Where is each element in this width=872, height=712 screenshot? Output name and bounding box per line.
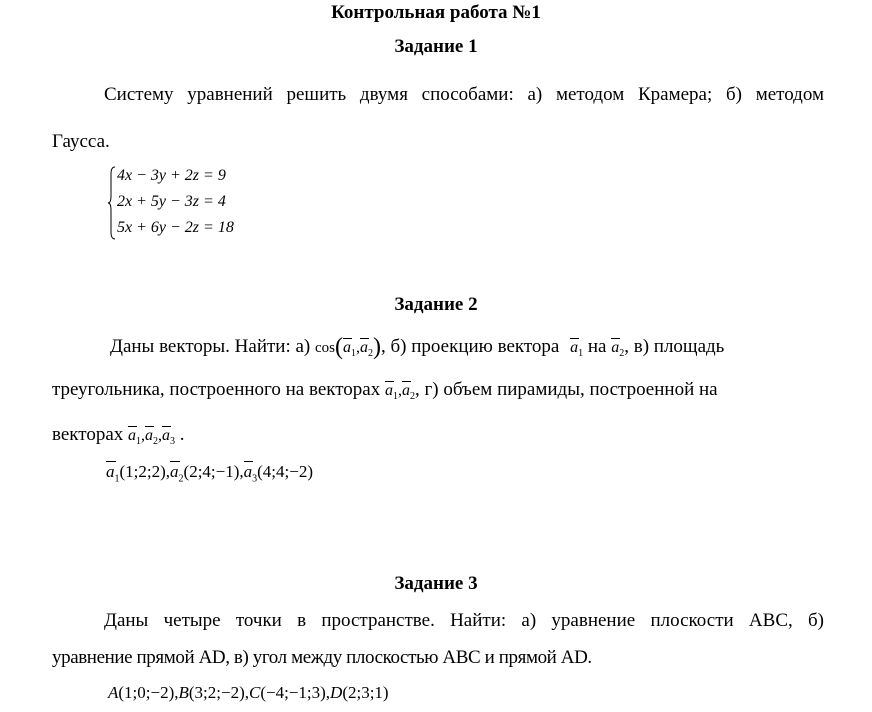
equation-1: 4x − 3y + 2z = 9	[117, 167, 226, 184]
task3-text-line1: Даны четыре точки в пространстве. Найти: а) уравнение плоскости ABC, б)	[104, 610, 824, 631]
task2-line1-c: на	[587, 336, 607, 357]
system-brace-icon	[108, 166, 116, 240]
task2-line2-a: треугольника, построенного на векторах	[52, 379, 381, 400]
task2-line1-a: Даны векторы. Найти: а)	[110, 336, 311, 357]
point-a-coords: (1;0;−2)	[118, 683, 175, 702]
vector-a1-def: $a_1$	[106, 462, 120, 485]
task2-line2-b: , г) объем пирамиды, построенной на	[414, 379, 718, 400]
vector-a1: $a_1$	[343, 339, 357, 360]
vector-a2-def: $a_2$	[170, 462, 184, 485]
point-a-name: A	[108, 683, 119, 702]
vector-a2-tri: $a_2$	[401, 382, 415, 403]
point-d-name: D	[330, 683, 343, 702]
vector-a2: $a_2$	[360, 339, 374, 360]
equation-3: 5x + 6y − 2z = 18	[117, 219, 234, 236]
vector-a2-proj: $a_2$	[611, 339, 625, 360]
task2-line2: треугольника, построенного на векторах $a_1,a_2$, г) объем пирамиды, построенной на	[52, 379, 718, 403]
task2-line3-a: векторах	[52, 424, 124, 445]
cos-function: cos	[315, 340, 336, 356]
task1-heading: Задание 1	[394, 36, 478, 57]
point-c-coords: (−4;−1;3)	[260, 683, 326, 702]
task2-line1-b: , б) проекцию вектора	[381, 336, 560, 357]
paren-close: )	[373, 334, 382, 360]
vector-a1-coords: (1;2;2)	[119, 462, 166, 481]
equation-2: 2x + 5y − 3z = 4	[117, 193, 226, 210]
vector-a1-pyr: $a_1$	[128, 427, 142, 448]
task2-heading: Задание 2	[394, 294, 478, 315]
vector-a1-tri: $a_1$	[384, 382, 398, 403]
task3-points-data: A(1;0;−2),B(3;2;−2),C(−4;−1;3),D(2;3;1)	[108, 683, 389, 702]
task2-line1: Даны векторы. Найти: а) $\cos(a_1,a_2)$, б) проекцию вектора $a_1$ на $a_2$, в) площадь	[110, 334, 725, 360]
point-b-name: B	[178, 683, 189, 702]
task3-heading: Задание 3	[394, 573, 478, 594]
task2-line3: векторах $a_1,a_2,a_3$ .	[52, 424, 185, 448]
task3-text-line2: уравнение прямой AD, в) угол между плоскостью ABC и прямой AD.	[52, 647, 592, 668]
vector-a3-def: $a_3$	[243, 462, 258, 485]
vector-a3-coords: (4;4;−2)	[257, 462, 313, 481]
vector-a2-coords: (2;4;−1)	[183, 462, 240, 481]
task2-line3-b: .	[179, 424, 185, 445]
point-c-name: C	[249, 683, 261, 702]
task2-vectors-data: $a_1(1;2;2),a_2(2;4;-1),a_3(4;4;-2)$	[106, 462, 313, 485]
task2-line1-d: , в) площадь	[624, 336, 725, 357]
vector-a3-pyr: $a_3$	[162, 427, 176, 448]
paren-open: (	[335, 334, 344, 360]
task1-text-line1: Систему уравнений решить двумя способами: а) методом Крамера; б) методом	[104, 84, 824, 105]
vector-a2-pyr: $a_2$	[145, 427, 159, 448]
point-b-coords: (3;2;−2)	[188, 683, 245, 702]
task1-text-line2: Гаусса.	[52, 131, 110, 152]
document-title: Контрольная работа №1	[331, 2, 541, 23]
point-d-coords: (2;3;1)	[342, 683, 389, 702]
vector-a1-proj: $a_1$	[570, 339, 584, 360]
